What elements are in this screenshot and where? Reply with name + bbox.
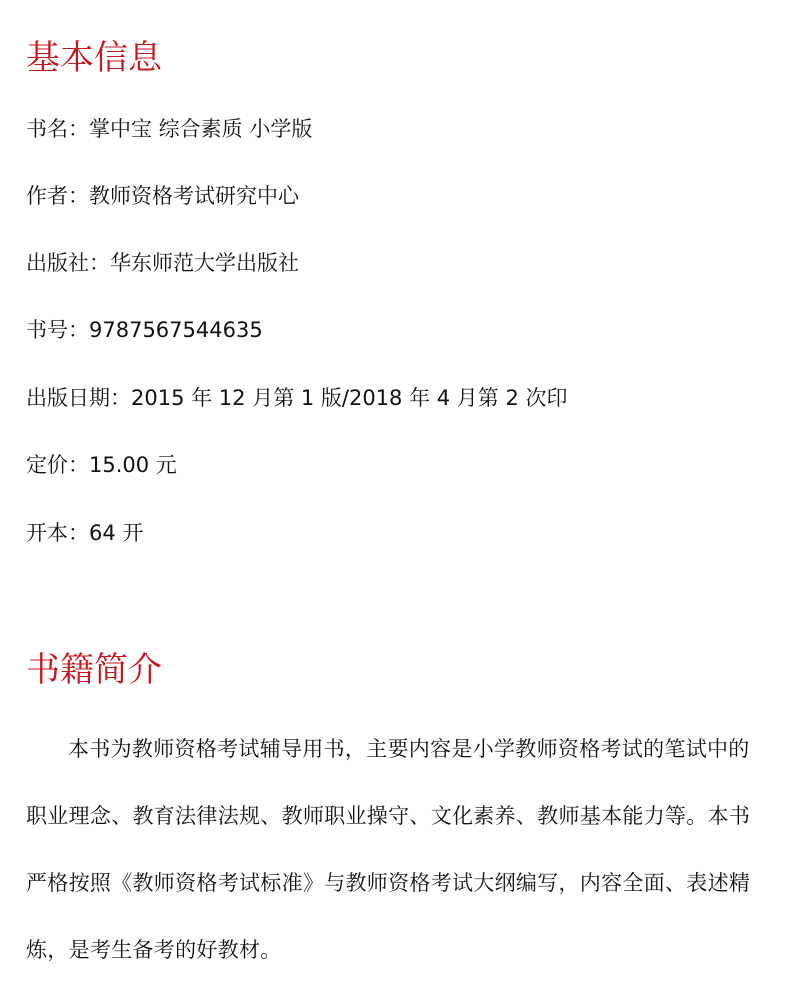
basic-info-heading: 基本信息	[26, 38, 162, 78]
introduction-heading: 书籍简介	[26, 650, 162, 690]
format-line: 开本：64 开	[26, 521, 144, 545]
publisher-line: 出版社：华东师范大学出版社	[26, 251, 299, 275]
price-line: 定价：15.00 元	[26, 453, 177, 477]
publish-date-line: 出版日期：2015 年 12 月第 1 版/2018 年 4 月第 2 次印	[26, 386, 568, 410]
author-line: 作者：教师资格考试研究中心	[26, 184, 299, 208]
book-title-line: 书名：掌中宝 综合素质 小学版	[26, 117, 313, 141]
isbn-line: 书号：9787567544635	[26, 318, 263, 342]
introduction-paragraph: 本书为教师资格考试辅导用书，主要内容是小学教师资格考试的笔试中的职业理念、教育法律法规、教师职业操守、文化素养、教师基本能力等。本书严格按照《教师资格考试标准》与教师资格考试大纲编写，内容全面、表述精炼，是考生备考的好教材。	[26, 737, 751, 962]
